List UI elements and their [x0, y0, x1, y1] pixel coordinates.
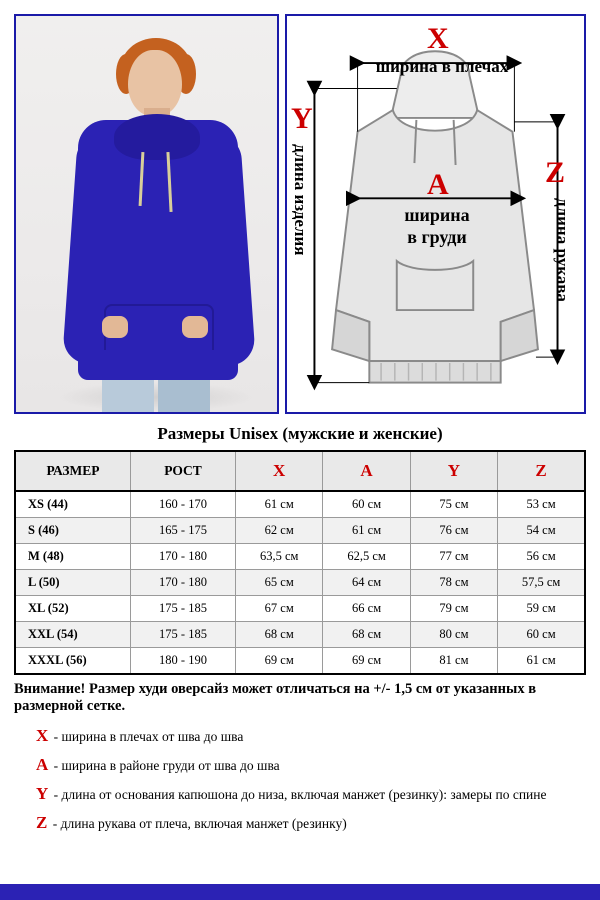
cell-z: 53 см [498, 491, 585, 518]
bottom-accent-bar [0, 884, 600, 900]
size-table-body [15, 491, 585, 674]
cell-size: S (46) [15, 518, 131, 544]
cell-x: 68 см [236, 622, 323, 648]
legend-item-x [36, 725, 586, 748]
table-row [15, 648, 585, 675]
diagram-label-chest-width-line2: в груди [407, 227, 467, 247]
size-table [14, 450, 586, 675]
cell-z: 56 см [498, 544, 585, 570]
photo-hand-right [182, 316, 208, 338]
warning-text: Внимание! Размер худи оверсайз может отличаться на +/- 1,5 см от указанных в размерной сетке. [14, 681, 537, 715]
legend-item-a [36, 754, 586, 777]
cell-height: 175 - 185 [131, 622, 236, 648]
legend-text-x: - ширина в плечах от шва до шва [53, 729, 244, 745]
cell-a: 69 см [323, 648, 410, 675]
cell-z: 61 см [498, 648, 585, 675]
header-x: X [236, 451, 323, 491]
cell-height: 170 - 180 [131, 544, 236, 570]
cell-x: 62 см [236, 518, 323, 544]
table-title: Размеры Unisex (мужские и женские) [157, 424, 443, 443]
legend-letter-y: Y [36, 784, 49, 804]
header-height: РОСТ [131, 451, 236, 491]
cell-x: 69 см [236, 648, 323, 675]
cell-size: XXXL (56) [15, 648, 131, 675]
header-z: Z [498, 451, 585, 491]
cell-size: L (50) [15, 570, 131, 596]
legend-item-y [36, 783, 586, 806]
table-row [15, 491, 585, 518]
cell-size: XL (52) [15, 596, 131, 622]
cell-y: 76 см [410, 518, 497, 544]
table-row [15, 544, 585, 570]
diagram-letter-y: Y [291, 102, 313, 135]
diagram-label-shoulder-width: ширина в плечах [375, 57, 509, 76]
cell-x: 67 см [236, 596, 323, 622]
cell-y: 80 см [410, 622, 497, 648]
legend [36, 725, 586, 835]
cell-a: 66 см [323, 596, 410, 622]
cell-height: 180 - 190 [131, 648, 236, 675]
cell-height: 160 - 170 [131, 491, 236, 518]
cell-y: 81 см [410, 648, 497, 675]
table-row [15, 596, 585, 622]
measurement-diagram-panel [285, 14, 586, 414]
size-table-head [15, 451, 585, 491]
cell-size: XXL (54) [15, 622, 131, 648]
legend-text-z: - длина рукава от плеча, включая манжет (резинку) [52, 816, 347, 832]
cell-z: 54 см [498, 518, 585, 544]
cell-size: XS (44) [15, 491, 131, 518]
cell-a: 62,5 см [323, 544, 410, 570]
cell-x: 61 см [236, 491, 323, 518]
cell-size: M (48) [15, 544, 131, 570]
header-y: Y [410, 451, 497, 491]
table-row [15, 518, 585, 544]
table-row [15, 622, 585, 648]
header-a: A [323, 451, 410, 491]
diagram-letter-a: A [427, 168, 449, 201]
cell-a: 61 см [323, 518, 410, 544]
diagram-label-chest-width-line1: ширина [404, 205, 470, 225]
cell-x: 65 см [236, 570, 323, 596]
legend-item-z [36, 812, 586, 835]
diagram-label-body-length: длина изделия [290, 144, 310, 256]
diagram-letter-z: Z [545, 156, 566, 189]
diagram-label-sleeve-length: длина рукава [552, 198, 572, 302]
photo-hand-left [102, 316, 128, 338]
cell-y: 77 см [410, 544, 497, 570]
image-panels [14, 14, 586, 414]
cell-y: 78 см [410, 570, 497, 596]
cell-z: 60 см [498, 622, 585, 648]
legend-letter-z: Z [36, 813, 48, 833]
model-photo-panel [14, 14, 279, 414]
size-table-header-row [15, 451, 585, 491]
cell-a: 64 см [323, 570, 410, 596]
legend-letter-x: X [36, 726, 49, 746]
cell-z: 59 см [498, 596, 585, 622]
header-size: РАЗМЕР [15, 451, 131, 491]
diagram-letter-x: X [427, 22, 449, 55]
cell-x: 63,5 см [236, 544, 323, 570]
cell-y: 75 см [410, 491, 497, 518]
legend-text-y: - длина от основания капюшона до низа, включая манжет (резинку): замеры по спине [53, 787, 547, 803]
photo-hood [114, 114, 200, 160]
cell-height: 165 - 175 [131, 518, 236, 544]
cell-a: 60 см [323, 491, 410, 518]
legend-text-a: - ширина в районе груди от шва до шва [53, 758, 280, 774]
cell-height: 175 - 185 [131, 596, 236, 622]
cell-y: 79 см [410, 596, 497, 622]
table-row [15, 570, 585, 596]
cell-a: 68 см [323, 622, 410, 648]
cell-height: 170 - 180 [131, 570, 236, 596]
photo-head [128, 50, 182, 116]
photo-floor-shadow [56, 382, 256, 412]
legend-letter-a: A [36, 755, 49, 775]
cell-z: 57,5 см [498, 570, 585, 596]
